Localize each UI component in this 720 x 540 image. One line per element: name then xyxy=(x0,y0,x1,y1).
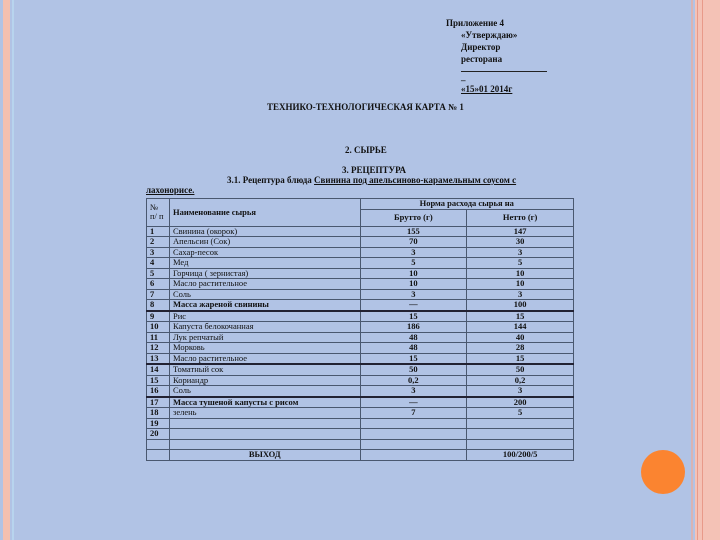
row-number: 9 xyxy=(147,311,170,322)
table-row xyxy=(147,279,574,290)
row-brutto: 0,2 xyxy=(360,375,467,386)
row-brutto: 7 xyxy=(360,408,467,419)
row-number: 10 xyxy=(147,322,170,333)
table-row xyxy=(147,268,574,279)
row-name: Свинина (окорок) xyxy=(169,226,360,237)
table-row xyxy=(147,429,574,440)
output-value: 100/200/5 xyxy=(467,450,574,461)
row-netto: 10 xyxy=(467,268,574,279)
row-name: Лук репчатый xyxy=(169,332,360,343)
table-row xyxy=(147,226,574,237)
section-recipe: 3. РЕЦЕПТУРА xyxy=(342,165,406,175)
row-name: Апельсин (Сок) xyxy=(169,237,360,248)
recipe-line xyxy=(227,175,516,185)
row-brutto: 50 xyxy=(360,364,467,375)
row-netto: 200 xyxy=(467,397,574,408)
row-brutto: 186 xyxy=(360,322,467,333)
row-name: Соль xyxy=(169,386,360,397)
row-number: 7 xyxy=(147,289,170,300)
row-number: 18 xyxy=(147,408,170,419)
header-norm: Норма расхода сырья на xyxy=(360,199,574,210)
row-netto: 147 xyxy=(467,226,574,237)
document-title: ТЕХНИКО-ТЕХНОЛОГИЧЕСКАЯ КАРТА № 1 xyxy=(267,102,464,112)
row-brutto: 3 xyxy=(360,247,467,258)
row-name xyxy=(169,418,360,429)
table-row xyxy=(147,408,574,419)
row-number: 11 xyxy=(147,332,170,343)
row-netto: 5 xyxy=(467,408,574,419)
row-brutto: — xyxy=(360,397,467,408)
right-stripe-line xyxy=(702,0,703,540)
row-netto xyxy=(467,429,574,440)
row-number: 8 xyxy=(147,300,170,311)
row-number: 2 xyxy=(147,237,170,248)
row-name: Томатный сок xyxy=(169,364,360,375)
restaurant-label: ресторана xyxy=(461,54,503,64)
row-brutto: — xyxy=(360,300,467,311)
row-name: Сахар-песок xyxy=(169,247,360,258)
row-number: 17 xyxy=(147,397,170,408)
row-netto: 50 xyxy=(467,364,574,375)
row-netto: 30 xyxy=(467,237,574,248)
table-row xyxy=(147,343,574,354)
row-number: 6 xyxy=(147,279,170,290)
row-brutto: 155 xyxy=(360,226,467,237)
approve-label: «Утверждаю» xyxy=(461,30,518,40)
row-number: 16 xyxy=(147,386,170,397)
row-name: Соль xyxy=(169,289,360,300)
row-netto: 40 xyxy=(467,332,574,343)
row-netto: 100 xyxy=(467,300,574,311)
row-name: Кориандр xyxy=(169,375,360,386)
recipe-name-continued: лахонорисе. xyxy=(146,185,195,195)
left-decorative-line xyxy=(12,0,14,540)
header-name: Наименование сырья xyxy=(169,199,360,227)
table-row xyxy=(147,237,574,248)
row-brutto: 10 xyxy=(360,279,467,290)
row-netto: 15 xyxy=(467,353,574,364)
header-netto: Нетто (г) xyxy=(467,209,574,226)
signature-underscore: _ xyxy=(461,72,466,82)
table-row xyxy=(147,289,574,300)
row-name: Масса тушеной капусты с рисом xyxy=(169,397,360,408)
row-brutto xyxy=(360,418,467,429)
row-brutto: 48 xyxy=(360,343,467,354)
row-brutto: 15 xyxy=(360,311,467,322)
table-row xyxy=(147,397,574,408)
right-stripe-line xyxy=(697,0,698,540)
row-number: 4 xyxy=(147,258,170,269)
director-label: Директор xyxy=(461,42,501,52)
table-row xyxy=(147,300,574,311)
row-name xyxy=(169,429,360,440)
row-number: 1 xyxy=(147,226,170,237)
table-row xyxy=(147,364,574,375)
row-brutto xyxy=(360,429,467,440)
table-row xyxy=(147,386,574,397)
row-name: Капуста белокочанная xyxy=(169,322,360,333)
right-decorative-line xyxy=(691,0,693,540)
row-name: Мед xyxy=(169,258,360,269)
right-decorative-stripe xyxy=(695,0,720,540)
section-raw-materials: 2. СЫРЬЕ xyxy=(345,145,387,155)
row-number: 5 xyxy=(147,268,170,279)
row-name: Рис xyxy=(169,311,360,322)
table-row xyxy=(147,322,574,333)
row-netto: 28 xyxy=(467,343,574,354)
header-number: № п/ п xyxy=(147,199,170,227)
row-netto: 5 xyxy=(467,258,574,269)
row-number: 12 xyxy=(147,343,170,354)
appendix-label: Приложение 4 xyxy=(446,18,505,28)
row-number: 15 xyxy=(147,375,170,386)
output-number-cell xyxy=(147,450,170,461)
left-decorative-stripe xyxy=(3,0,10,540)
row-netto: 3 xyxy=(467,247,574,258)
row-brutto: 5 xyxy=(360,258,467,269)
row-number: 13 xyxy=(147,353,170,364)
approval-date: «15»01 2014г xyxy=(461,84,513,94)
row-netto: 144 xyxy=(467,322,574,333)
table-row xyxy=(147,353,574,364)
row-netto: 10 xyxy=(467,279,574,290)
row-brutto: 15 xyxy=(360,353,467,364)
table-row xyxy=(147,247,574,258)
row-netto xyxy=(467,418,574,429)
row-name: Масса жареной свинины xyxy=(169,300,360,311)
output-label: ВЫХОД xyxy=(169,450,360,461)
row-name: Морковь xyxy=(169,343,360,354)
row-number: 20 xyxy=(147,429,170,440)
table-row xyxy=(147,258,574,269)
row-netto: 3 xyxy=(467,386,574,397)
row-name: зелень xyxy=(169,408,360,419)
row-number: 3 xyxy=(147,247,170,258)
output-brutto-cell xyxy=(360,450,467,461)
row-brutto: 10 xyxy=(360,268,467,279)
table-row xyxy=(147,332,574,343)
row-netto: 0,2 xyxy=(467,375,574,386)
recipe-table xyxy=(146,198,574,461)
row-brutto: 3 xyxy=(360,386,467,397)
row-name: Горчица ( зернистая) xyxy=(169,268,360,279)
table-row xyxy=(147,418,574,429)
table-row xyxy=(147,311,574,322)
row-brutto: 70 xyxy=(360,237,467,248)
row-name: Масло растительное xyxy=(169,279,360,290)
recipe-name: Свинина под апельсиново-карамельным соусом с xyxy=(314,175,517,185)
row-name: Масло растительное xyxy=(169,353,360,364)
header-brutto: Брутто (г) xyxy=(360,209,467,226)
row-brutto: 3 xyxy=(360,289,467,300)
table-row xyxy=(147,375,574,386)
row-netto: 15 xyxy=(467,311,574,322)
recipe-prefix: 3.1. Рецептура блюда xyxy=(227,175,315,185)
row-number: 19 xyxy=(147,418,170,429)
row-brutto: 48 xyxy=(360,332,467,343)
row-netto: 3 xyxy=(467,289,574,300)
row-number: 14 xyxy=(147,364,170,375)
signature-line xyxy=(461,71,547,72)
orange-circle-decoration xyxy=(641,450,685,494)
